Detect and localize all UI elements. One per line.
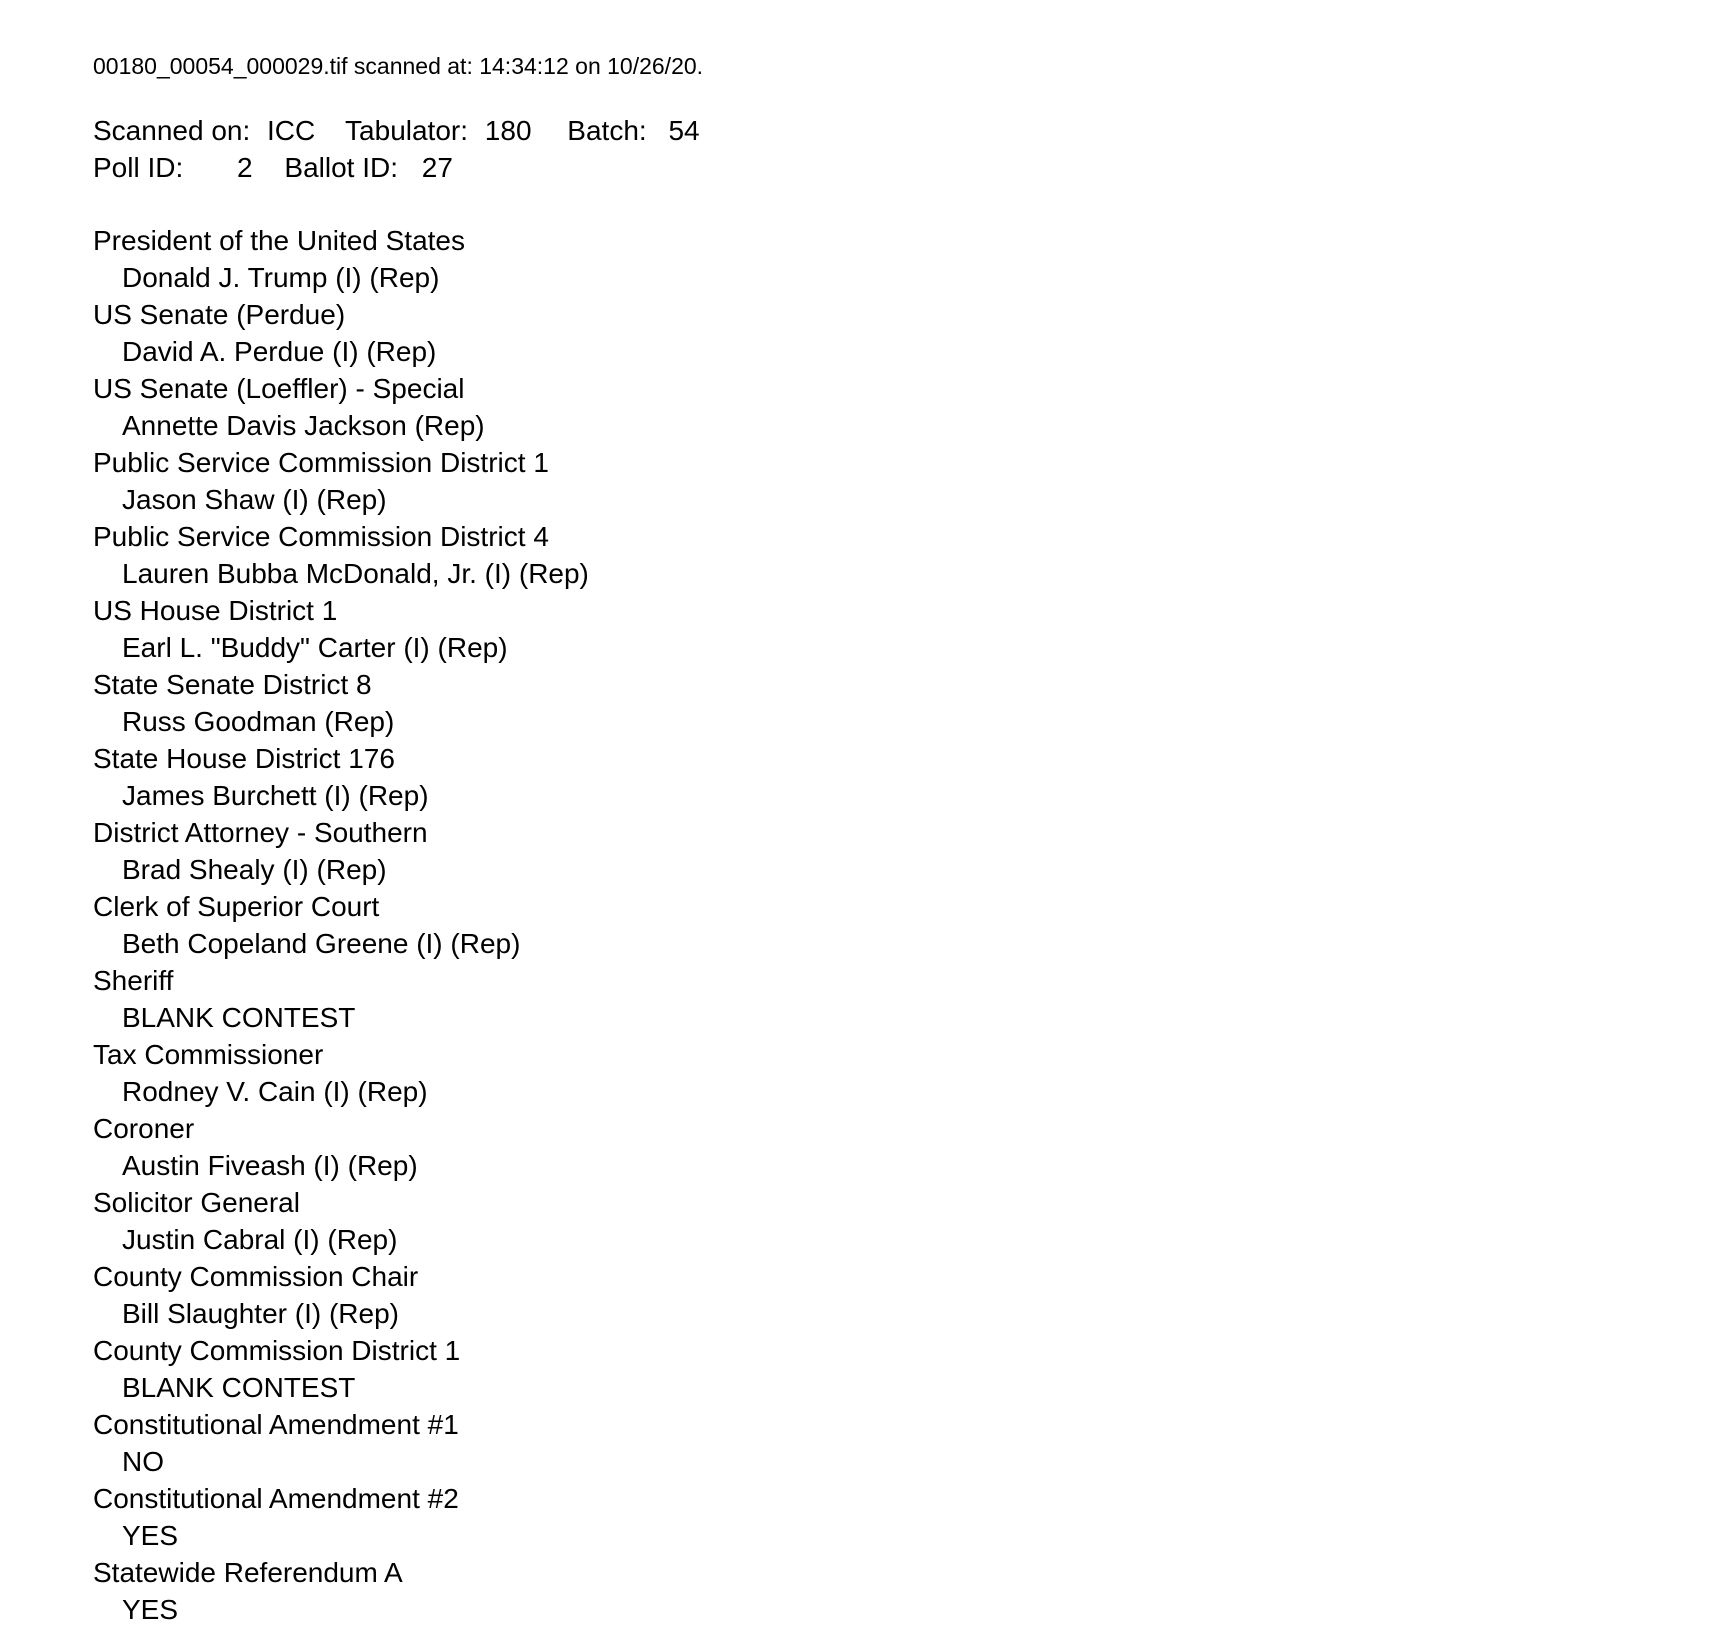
contest-selection: YES <box>122 1520 179 1551</box>
contest-name: Coroner <box>93 1113 195 1144</box>
ballot-info-line <box>93 149 1671 186</box>
contest-row <box>93 518 1671 592</box>
batch-label: Batch: <box>567 115 647 146</box>
contest-selection: Justin Cabral (I) (Rep) <box>122 1224 398 1255</box>
contest-selection: Lauren Bubba McDonald, Jr. (I) (Rep) <box>122 558 589 589</box>
poll-id-label: Poll ID: <box>93 152 184 183</box>
poll-id-value: 2 <box>237 152 253 183</box>
tabulator-value: 180 <box>484 115 532 146</box>
contest-selection: Earl L. "Buddy" Carter (I) (Rep) <box>122 632 508 663</box>
contest-row <box>93 222 1671 296</box>
contest-name: County Commission Chair <box>93 1261 419 1292</box>
contest-selection: Donald J. Trump (I) (Rep) <box>122 262 440 293</box>
contest-name: County Commission District 1 <box>93 1335 461 1366</box>
contest-name: US House District 1 <box>93 595 338 626</box>
contest-selection: Brad Shealy (I) (Rep) <box>122 854 387 885</box>
contest-row <box>93 296 1671 370</box>
batch-value: 54 <box>668 115 700 146</box>
contest-selection: BLANK CONTEST <box>122 1002 356 1033</box>
contest-row <box>93 1554 1671 1628</box>
contest-row <box>93 962 1671 1036</box>
contest-selection: Rodney V. Cain (I) (Rep) <box>122 1076 428 1107</box>
contest-selection: Annette Davis Jackson (Rep) <box>122 410 485 441</box>
contest-row <box>93 814 1671 888</box>
contest-row <box>93 888 1671 962</box>
contest-name: US Senate (Perdue) <box>93 299 346 330</box>
scan-filename-line: 00180_00054_000029.tif scanned at: 14:34:12 on 10/26/20. <box>93 53 704 79</box>
contest-name: Statewide Referendum A <box>93 1557 403 1588</box>
contest-name: Public Service Commission District 4 <box>93 521 549 552</box>
ballot-id-value: 27 <box>421 152 453 183</box>
scanner-info-line <box>93 112 1671 149</box>
contest-row <box>93 1036 1671 1110</box>
contest-name: US Senate (Loeffler) - Special <box>93 373 465 404</box>
contest-selection: Russ Goodman (Rep) <box>122 706 395 737</box>
contest-name: Tax Commissioner <box>93 1039 324 1070</box>
contest-row <box>93 1110 1671 1184</box>
contest-name: Solicitor General <box>93 1187 300 1218</box>
contest-row <box>93 740 1671 814</box>
contest-row <box>93 592 1671 666</box>
contest-name: State Senate District 8 <box>93 669 372 700</box>
contest-selection: David A. Perdue (I) (Rep) <box>122 336 437 367</box>
ballot-id-label: Ballot ID: <box>284 152 398 183</box>
contest-selection: Bill Slaughter (I) (Rep) <box>122 1298 399 1329</box>
contest-selection: YES <box>122 1594 179 1625</box>
contest-name: District Attorney - Southern <box>93 817 428 848</box>
scan-meta-block <box>93 112 1671 186</box>
contest-selection: James Burchett (I) (Rep) <box>122 780 429 811</box>
contest-selection: Beth Copeland Greene (I) (Rep) <box>122 928 521 959</box>
scanned-on-value: ICC <box>267 115 316 146</box>
contest-selection: NO <box>122 1446 164 1477</box>
tabulator-label: Tabulator: <box>345 115 469 146</box>
contest-row <box>93 1332 1671 1406</box>
contest-row <box>93 1258 1671 1332</box>
scanned-on-label: Scanned on: <box>93 115 251 146</box>
contest-name: Clerk of Superior Court <box>93 891 380 922</box>
contest-selection: Austin Fiveash (I) (Rep) <box>122 1150 418 1181</box>
contest-list <box>93 222 1671 1628</box>
contest-name: President of the United States <box>93 225 465 256</box>
contest-row <box>93 370 1671 444</box>
contest-row <box>93 1184 1671 1258</box>
contest-row <box>93 1480 1671 1554</box>
contest-row <box>93 666 1671 740</box>
contest-name: Sheriff <box>93 965 174 996</box>
contest-name: Constitutional Amendment #1 <box>93 1409 459 1440</box>
contest-name: Public Service Commission District 1 <box>93 447 549 478</box>
contest-row <box>93 444 1671 518</box>
contest-row <box>93 1406 1671 1480</box>
contest-selection: BLANK CONTEST <box>122 1372 356 1403</box>
contest-selection: Jason Shaw (I) (Rep) <box>122 484 387 515</box>
contest-name: Constitutional Amendment #2 <box>93 1483 459 1514</box>
contest-name: State House District 176 <box>93 743 395 774</box>
